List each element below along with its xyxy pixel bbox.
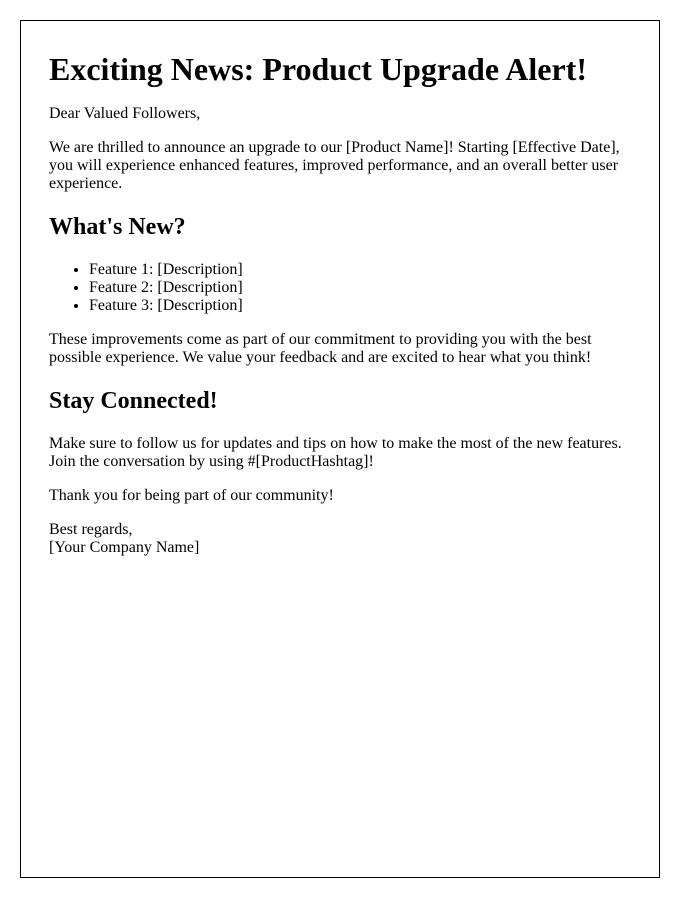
improvements-paragraph: These improvements come as part of our commitment to providing you with the best possible experience. We value your feedback and are excited to hear what you think! bbox=[49, 331, 592, 366]
feature-item: • Feature 1: [Description] bbox=[89, 261, 631, 279]
whats-new-heading: What's New? bbox=[49, 214, 186, 240]
feature-item: • Feature 3: [Description] bbox=[89, 297, 631, 315]
letter-page bbox=[20, 20, 660, 878]
greeting: Dear Valued Followers, bbox=[49, 105, 201, 122]
letter-title: Exciting News: Product Upgrade Alert! bbox=[49, 51, 587, 87]
sign-off: Best regards, bbox=[49, 521, 133, 538]
thanks-paragraph: Thank you for being part of our community! bbox=[49, 487, 334, 504]
feature-item: • Feature 2: [Description] bbox=[89, 279, 631, 297]
follow-paragraph: Make sure to follow us for updates and tips on how to make the most of the new features. Join the conversation by using #[ProductHashtag]! bbox=[49, 435, 622, 470]
stay-connected-heading: Stay Connected! bbox=[49, 388, 218, 414]
feature-list bbox=[49, 261, 631, 315]
closing-block bbox=[49, 521, 631, 557]
intro-paragraph: We are thrilled to announce an upgrade to our [Product Name]! Starting [Effective Date], you will experience enhanced features, improved performance, and an overall better user experience. bbox=[49, 139, 620, 192]
signature: [Your Company Name] bbox=[49, 539, 200, 556]
